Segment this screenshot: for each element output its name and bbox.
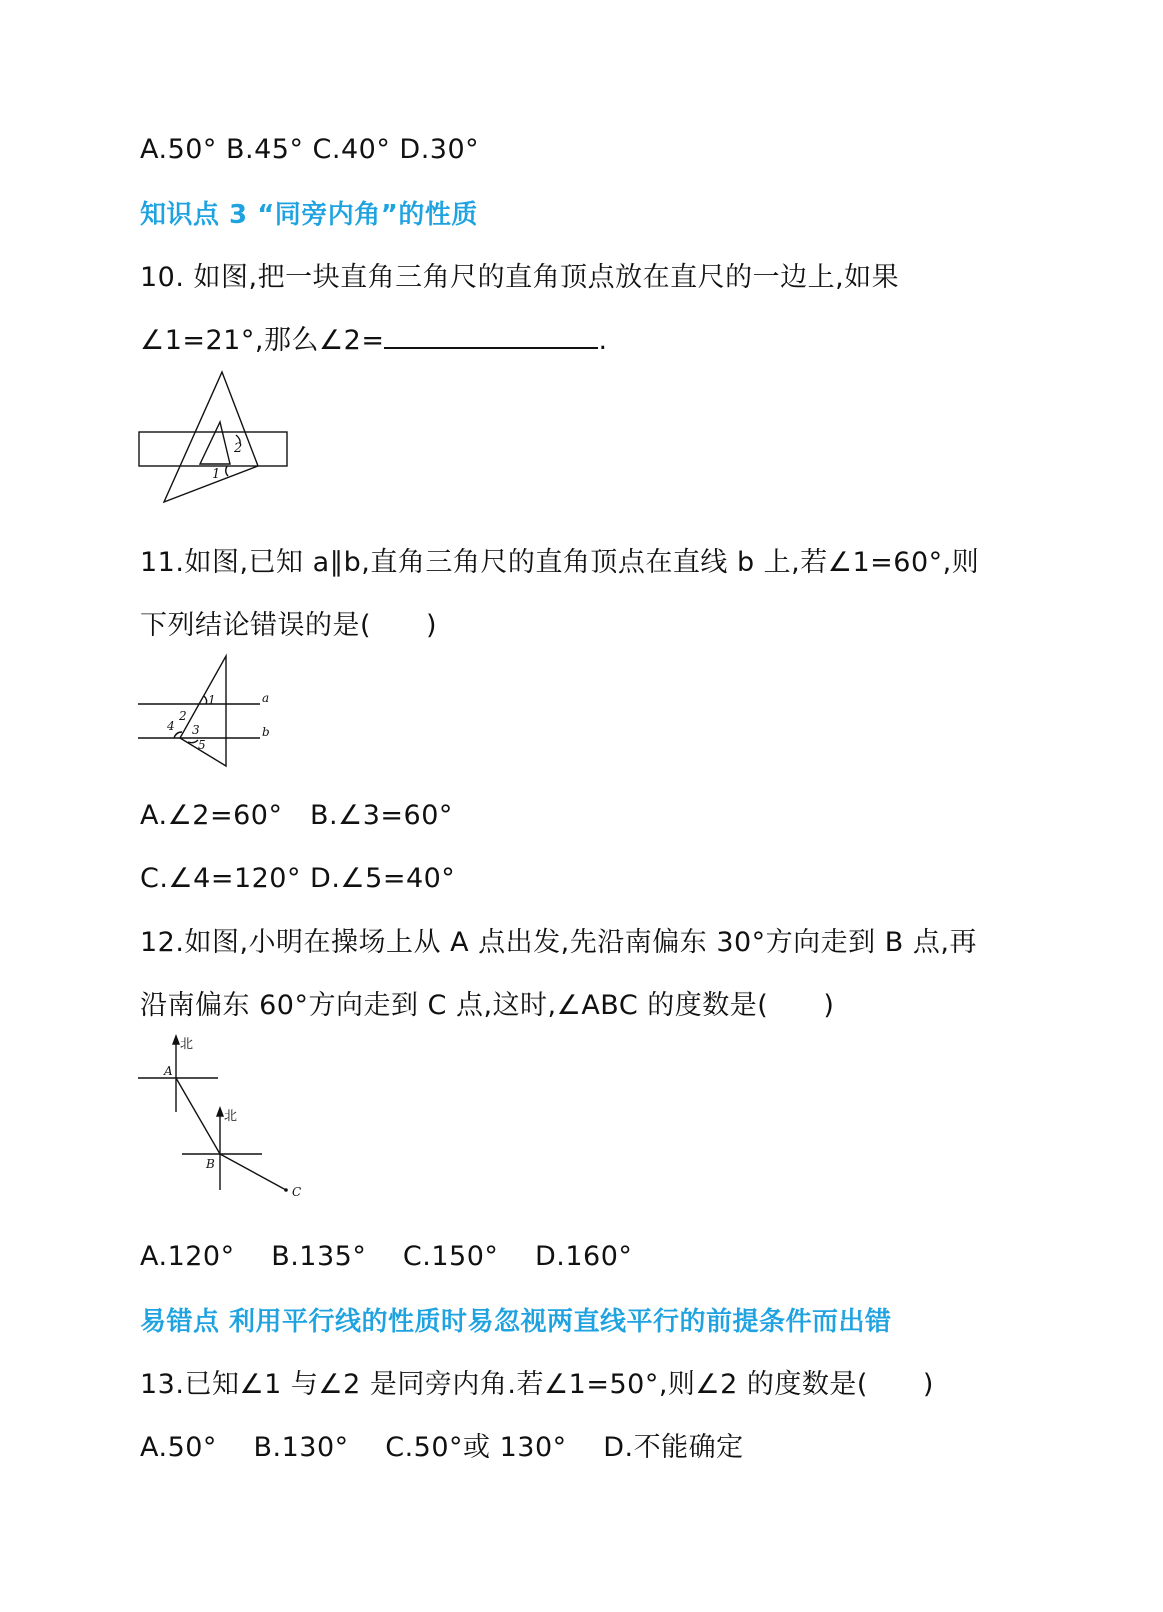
q13-text: 13.已知∠1 与∠2 是同旁内角.若∠1=50°,则∠2 的度数是( ) [140,1369,934,1400]
q13-options: A.50° B.130° C.50°或 130° D.不能确定 [140,1432,744,1463]
angle-label-1: 1 [208,693,216,707]
angle-label-1: 1 [212,467,221,482]
angle-arc-5 [188,740,198,743]
angle-label-2: 2 [179,709,187,723]
q9-options: A.50° B.45° C.40° D.30° [140,134,480,165]
segment-BC [220,1154,286,1190]
angle-label-2: 2 [234,441,243,456]
q11-options-row2: C.∠4=120° D.∠5=40° [140,863,456,894]
q12-figure [138,1030,310,1202]
point-C [284,1188,288,1192]
q10-text-post: . [598,325,608,356]
q11-options-row1: A.∠2=60° B.∠3=60° [140,800,453,831]
q12-text-line2: 沿南偏东 60°方向走到 C 点,这时,∠ABC 的度数是( ) [140,990,835,1021]
error-point-heading: 易错点 利用平行线的性质时易忽视两直线平行的前提条件而出错 [140,1307,892,1337]
point-label-A: A [164,1064,173,1078]
north-label-B: 北 [224,1109,238,1124]
set-square-inner [200,422,230,464]
point-label-C: C [292,1185,302,1199]
angle-label-3: 3 [192,723,200,737]
section-heading-3: 知识点 3 “同旁内角”的性质 [140,200,478,230]
q11-text-line2: 下列结论错误的是( ) [140,610,438,641]
q10-text-pre: ∠1=21°,那么∠2= [140,325,385,356]
q10-answer-blank[interactable] [384,321,598,349]
q11-text-line1: 11.如图,已知 a∥b,直角三角尺的直角顶点在直线 b 上,若∠1=60°,则 [140,547,980,578]
label-b: b [262,725,270,739]
angle-arc-1 [226,466,228,476]
north-arrow-A [173,1036,179,1044]
q10-text-line1: 10. 如图,把一块直角三角尺的直角顶点放在直尺的一边上,如果 [140,262,900,293]
angle-arc-1 [204,696,207,704]
angle-label-5: 5 [198,738,206,752]
q10-figure [138,370,290,505]
q12-options: A.120° B.135° C.150° D.160° [140,1241,633,1272]
north-label-A: 北 [180,1037,194,1052]
segment-AB [176,1078,220,1154]
q11-figure [138,652,273,770]
q10-text-line2 [140,321,608,361]
set-square-outer [164,372,258,502]
label-a: a [262,691,270,705]
q12-text-line1: 12.如图,小明在操场上从 A 点出发,先沿南偏东 30°方向走到 B 点,再 [140,927,977,958]
point-label-B: B [206,1157,215,1171]
north-arrow-B [217,1108,223,1116]
angle-label-4: 4 [167,719,175,733]
